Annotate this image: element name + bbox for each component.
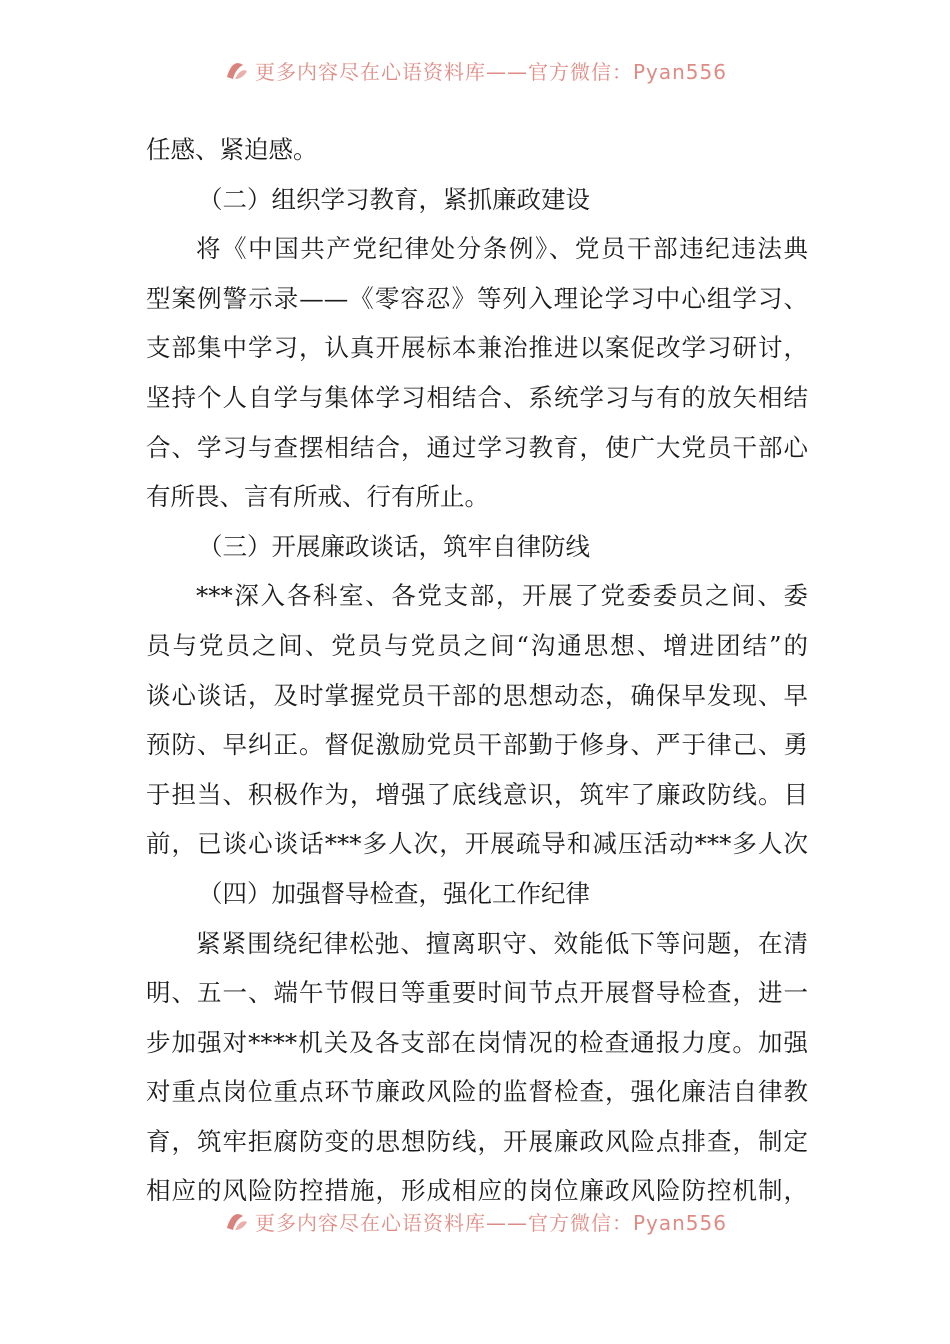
- paragraph-line: 对重点岗位重点环节廉政风险的监督检查，强化廉洁自律教: [146, 1077, 808, 1107]
- paragraph-line: 任感、紧迫感。: [146, 135, 318, 164]
- watermark-text: 更多内容尽在心语资料库——官方微信：Pyan556: [254, 59, 727, 84]
- paragraph-line: 型案例警示录——《零容忍》等列入理论学习中心组学习、: [146, 283, 808, 313]
- section-heading: （二）组织学习教育，紧抓廉政建设: [198, 184, 590, 214]
- document-body: [146, 125, 808, 1216]
- paragraph-line: 合、学习与查摆相结合，通过学习教育，使广大党员干部心: [146, 432, 808, 462]
- watermark-logo-icon: [223, 57, 249, 83]
- paragraph-line: 员与党员之间、党员与党员之间“沟通思想、增进团结”的: [146, 630, 808, 660]
- paragraph-line: 前，已谈心谈话***多人次，开展疏导和减压活动***多人次: [146, 829, 808, 859]
- paragraph-line: 相应的风险防控措施，形成相应的岗位廉政风险防控机制，: [146, 1176, 808, 1206]
- section-heading: （四）加强督导检查，强化工作纪律: [198, 878, 590, 908]
- watermark-top: [0, 55, 950, 85]
- paragraph-line: 支部集中学习，认真开展标本兼治推进以案促改学习研讨，: [146, 333, 808, 363]
- paragraph-line: 坚持个人自学与集体学习相结合、系统学习与有的放矢相结: [146, 382, 808, 412]
- paragraph-line: 紧紧围绕纪律松弛、擅离职守、效能低下等问题，在清: [196, 928, 808, 958]
- watermark-bottom: [0, 1206, 950, 1236]
- paragraph-line: 育，筑牢拒腐防变的思想防线，开展廉政风险点排查，制定: [146, 1126, 808, 1156]
- section-heading: （三）开展廉政谈话，筑牢自律防线: [198, 531, 590, 561]
- paragraph-line: 明、五一、端午节假日等重要时间节点开展督导检查，进一: [146, 978, 808, 1008]
- paragraph-line: 有所畏、言有所戒、行有所止。: [146, 482, 489, 512]
- paragraph-line: 步加强对****机关及各支部在岗情况的检查通报力度。加强: [146, 1027, 808, 1057]
- paragraph-line: 将《中国共产党纪律处分条例》、党员干部违纪违法典: [196, 234, 808, 264]
- paragraph-line: 谈心谈话，及时掌握党员干部的思想动态，确保早发现、早: [146, 680, 808, 710]
- paragraph-line: 于担当、积极作为，增强了底线意识，筑牢了廉政防线。目: [146, 779, 808, 809]
- watermark-logo-icon: [223, 1208, 249, 1234]
- paragraph-line: 预防、早纠正。督促激励党员干部勤于修身、严于律己、勇: [146, 730, 808, 760]
- paragraph-line: ***深入各科室、各党支部，开展了党委委员之间、委: [196, 581, 808, 611]
- watermark-text: 更多内容尽在心语资料库——官方微信：Pyan556: [254, 1210, 727, 1235]
